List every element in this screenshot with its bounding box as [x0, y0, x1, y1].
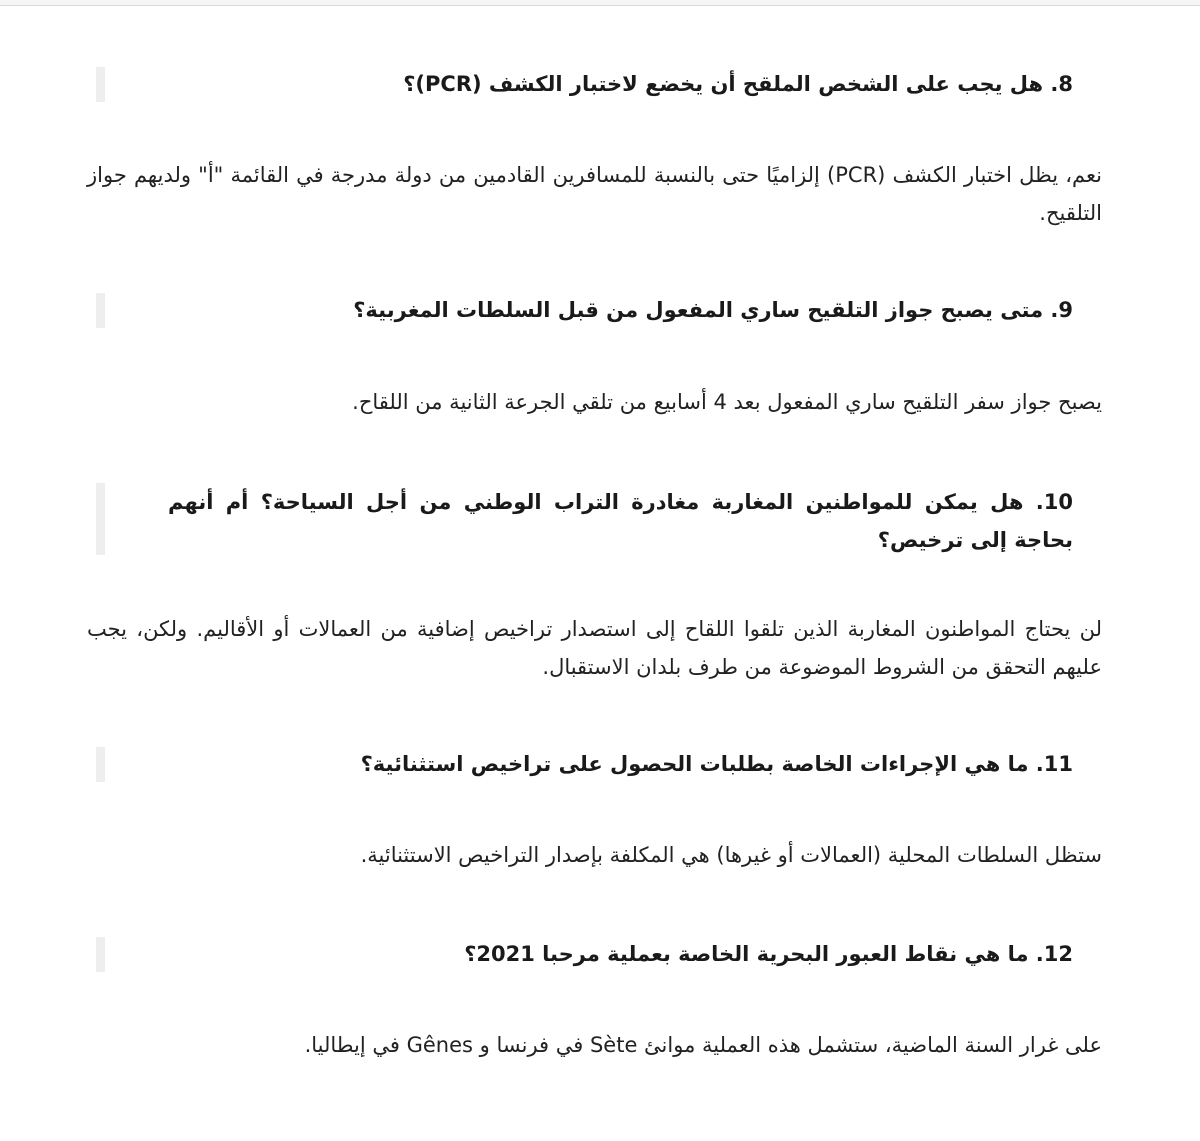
faq-question-12 — [96, 937, 1101, 972]
faq-question-11-text: 11. ما هي الإجراءات الخاصة بطلبات الحصول على تراخيص استثنائية؟ — [360, 752, 1073, 776]
faq-question-9 — [96, 293, 1101, 328]
faq-question-12-text: 12. ما هي نقاط العبور البحرية الخاصة بعملية مرحبا 2021؟ — [464, 942, 1073, 966]
faq-question-11 — [96, 747, 1101, 782]
faq-question-8 — [96, 67, 1101, 102]
faq-answer-11: ستظل السلطات المحلية (العمالات أو غيرها) هي المكلفة بإصدار التراخيص الاستثنائية. — [360, 843, 1102, 867]
faq-answer-12: على غرار السنة الماضية، ستشمل هذه العملية موانئ Sète في فرنسا و Gênes في إيطاليا. — [304, 1033, 1102, 1057]
faq-answer-8: نعم، يظل اختبار الكشف (PCR) إلزاميًا حتى بالنسبة للمسافرين القادمين من دولة مدرجة في القائمة "أ" ولديهم جواز التلقيح. — [87, 163, 1102, 225]
faq-question-9-text: 9. متى يصبح جواز التلقيح ساري المفعول من قبل السلطات المغربية؟ — [353, 298, 1073, 322]
faq-answer-10: لن يحتاج المواطنون المغاربة الذين تلقوا اللقاح إلى استصدار تراخيص إضافية من العمالات أو الأقاليم. ولكن، يجب عليهم التحقق من الشروط الموضوعة من طرف بلدان الاستقبال. — [87, 617, 1102, 679]
faq-question-8-text: 8. هل يجب على الشخص الملقح أن يخضع لاختبار الكشف (PCR)؟ — [403, 72, 1073, 96]
top-divider — [0, 0, 1200, 6]
faq-answer-9: يصبح جواز سفر التلقيح ساري المفعول بعد 4 أسابيع من تلقي الجرعة الثانية من اللقاح. — [352, 390, 1102, 414]
faq-question-10-text: 10. هل يمكن للمواطنين المغاربة مغادرة التراب الوطني من أجل السياحة؟ أم أنهم بحاجة إلى ترخيص؟ — [168, 490, 1073, 552]
faq-question-10 — [96, 483, 1101, 555]
